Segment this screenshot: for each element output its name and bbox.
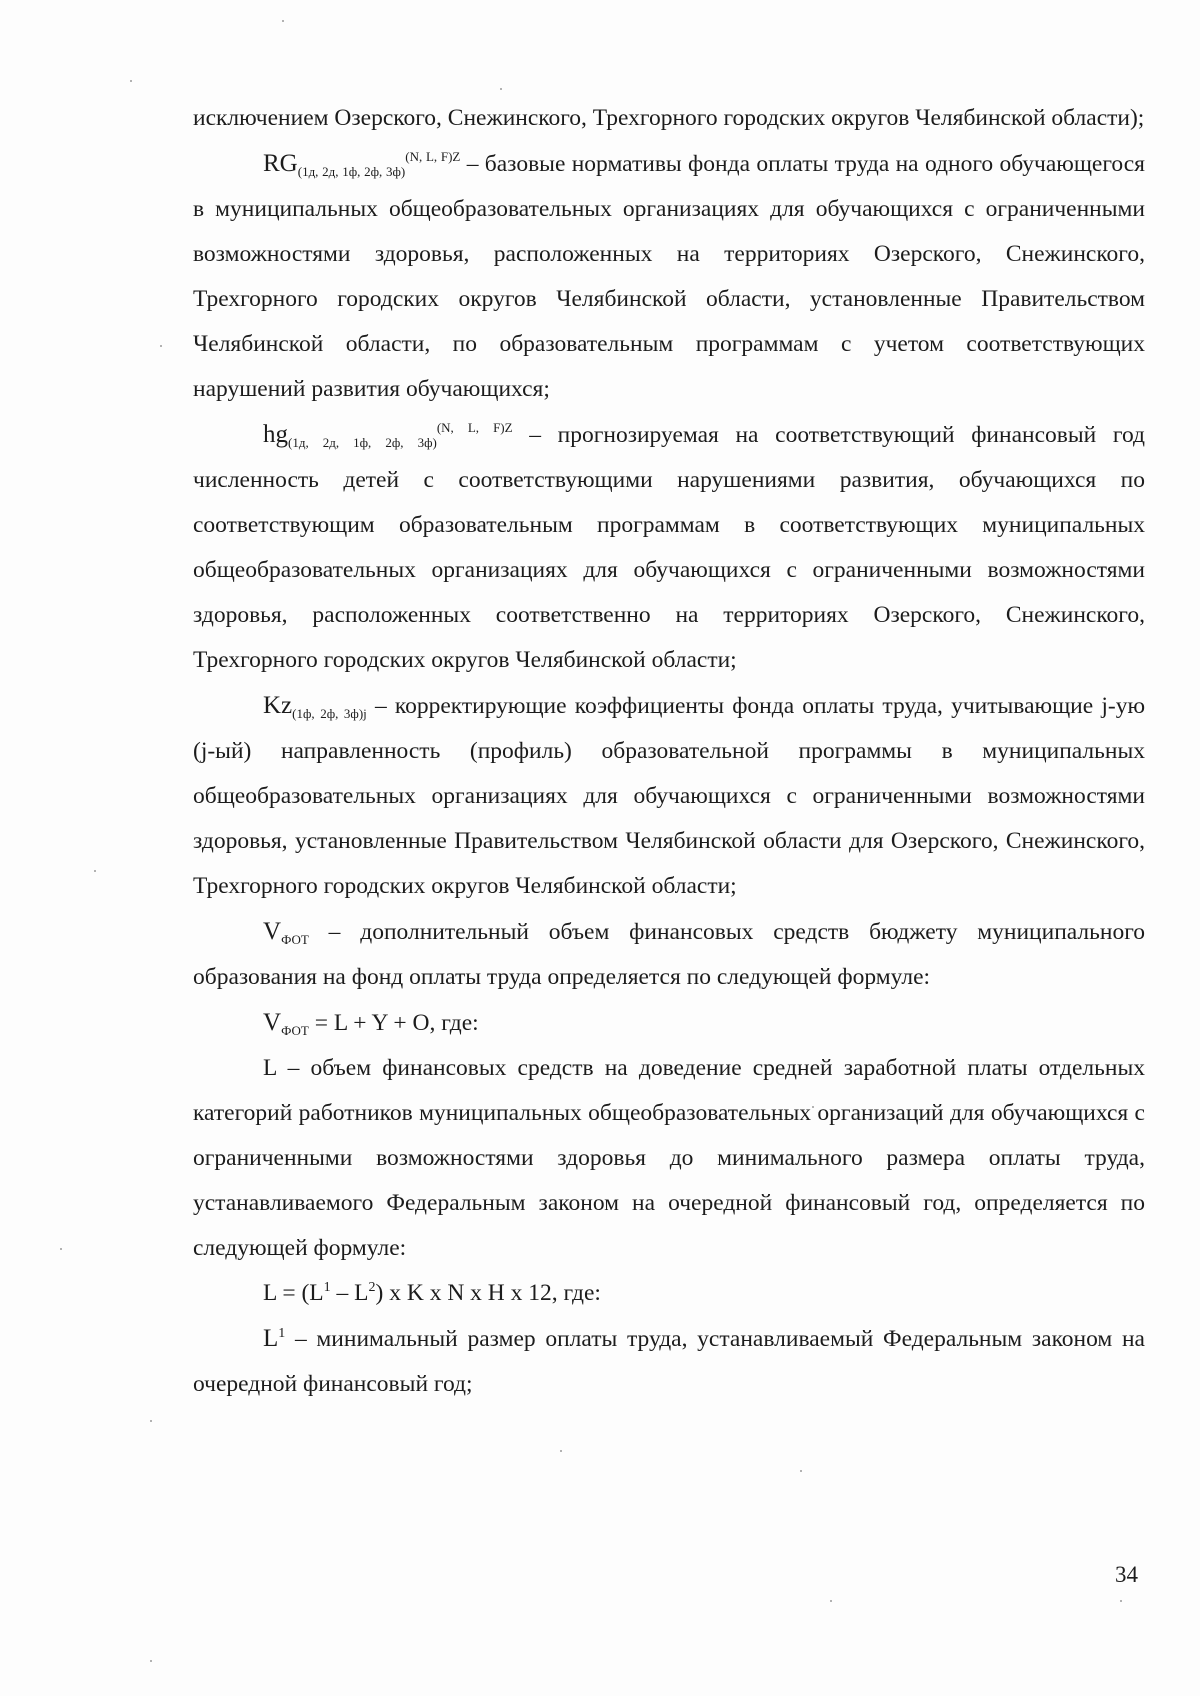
paragraph-vfot-definition bbox=[193, 909, 1145, 1000]
formula-vfot bbox=[193, 1000, 1145, 1046]
formula-superscript: 1 bbox=[323, 1280, 331, 1295]
symbol-superscript: 1 bbox=[278, 1326, 286, 1341]
paragraph-text: – корректирующие коэффициенты фонда оплаты труда, учитывающие j-ую (j-ый) направленность (профиль) образовательной программы в муниципальных общеобразовательных организациях для обучающихся с ограниченными возможностями здоровья, установленные Правительством Челябинской области для Озерского, Снежинского, Трехгорного городских округов Челябинской области; bbox=[193, 693, 1145, 899]
symbol-subscript: (1д, 2д, 1ф, 2ф, 3ф) bbox=[288, 435, 437, 450]
symbol-v: V bbox=[263, 1009, 282, 1036]
paragraph-text: L – объем финансовых средств на доведение средней заработной платы отдельных категорий работников муниципальных общеобразовательных организаций для обучающихся с ограниченными возможностями здоровья до минимального размера оплаты труда, устанавливаемого Федеральным законом на очередной финансовый год, определяется по следующей формуле: bbox=[193, 1055, 1145, 1261]
formula-text: – L bbox=[330, 1280, 369, 1306]
scan-speck bbox=[150, 1420, 152, 1422]
paragraph-text: – дополнительный объем финансовых средств бюджету муниципального образования на фонд оплаты труда определяется по следующей формуле: bbox=[193, 919, 1145, 990]
formula-l bbox=[193, 1271, 1145, 1316]
symbol-superscript: (N, L, F)Z bbox=[405, 149, 461, 164]
symbol-subscript: (1ф, 2ф, 3ф)j bbox=[292, 706, 367, 721]
symbol-superscript: (N, L, F)Z bbox=[436, 420, 513, 435]
paragraph-kz-definition bbox=[193, 683, 1145, 909]
paragraph-text: – минимальный размер оплаты труда, устанавливаемый Федеральным законом на очередной финансовый год; bbox=[193, 1326, 1145, 1397]
symbol-subscript: ФОТ bbox=[281, 1023, 309, 1038]
scan-speck bbox=[800, 1470, 802, 1472]
formula-text: = L + Y + O, где: bbox=[308, 1010, 479, 1036]
scan-speck bbox=[160, 345, 162, 347]
scan-speck bbox=[830, 1600, 832, 1602]
scan-speck bbox=[500, 88, 502, 90]
scan-speck bbox=[94, 870, 96, 872]
paragraph-text: – прогнозируемая на соответствующий финансовый год численность детей с соответствующими нарушениями развития, обучающихся по соответствующим образовательным программам в соответствующих муниципальных общеобразовательных организациях для обучающихся с ограниченными возможностями здоровья, расположенных соответственно на территориях Озерского, Снежинского, Трехгорного городских округов Челябинской области; bbox=[193, 422, 1145, 673]
symbol-l: L bbox=[263, 1325, 279, 1352]
paragraph-rg-definition bbox=[193, 141, 1145, 412]
scan-speck bbox=[60, 1248, 62, 1250]
scan-speck bbox=[560, 1450, 562, 1452]
page-number: 34 bbox=[1115, 1562, 1138, 1587]
scan-speck bbox=[1120, 1600, 1122, 1602]
symbol-subscript: ФОТ bbox=[281, 932, 309, 947]
symbol-kz: Kz bbox=[263, 692, 293, 719]
scan-speck bbox=[130, 80, 132, 82]
paragraph-text: исключением Озерского, Снежинского, Трехгорного городских округов Челябинской области); bbox=[193, 105, 1145, 131]
paragraph-continuation bbox=[193, 96, 1145, 141]
document-body bbox=[193, 96, 1145, 1407]
scan-speck bbox=[282, 20, 284, 22]
formula-superscript: 2 bbox=[368, 1280, 376, 1295]
paragraph-l-definition bbox=[193, 1046, 1145, 1271]
scan-speck bbox=[150, 1660, 152, 1662]
symbol-v: V bbox=[263, 918, 282, 945]
paragraph-l1-definition bbox=[193, 1316, 1145, 1407]
paragraph-text: – базовые нормативы фонда оплаты труда на одного обучающегося в муниципальных общеобразовательных организациях для обучающихся с ограниченными возможностями здоровья, расположенных на территориях Озерского, Снежинского, Трехгорного городских округов Челябинской области, установленные Правительством Челябинской области, по образовательным программам с учетом соответствующих нарушений развития обучающихся; bbox=[193, 151, 1145, 402]
formula-text: ) x K x N x H x 12, где: bbox=[375, 1280, 601, 1306]
paragraph-hg-definition bbox=[193, 412, 1145, 683]
symbol-hg: hg bbox=[263, 421, 288, 448]
symbol-subscript: (1д, 2д, 1ф, 2ф, 3ф) bbox=[297, 164, 406, 179]
symbol-rg: RG bbox=[263, 150, 298, 177]
formula-text: L = (L bbox=[263, 1280, 324, 1306]
